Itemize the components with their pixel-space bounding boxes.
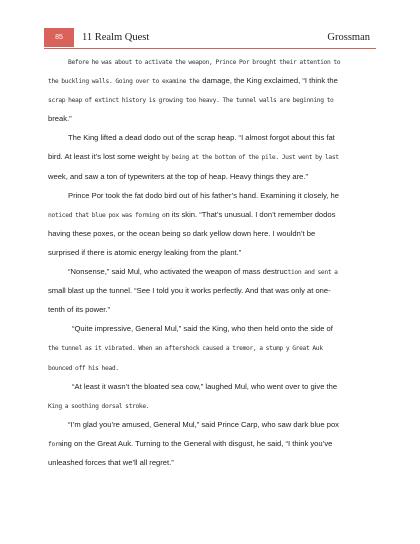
- text-segment: Prince Por took the fat dodo bird out of his father’s hand. Examining it closely, he: [68, 190, 339, 200]
- text-line: [48, 319, 372, 338]
- text-segment: having these poxes, or the ocean being so dark yellow down here. I wouldn’t be: [48, 228, 316, 238]
- text-segment: surprised if there is atomic energy leaking from the plant.”: [48, 247, 242, 257]
- text-line: [48, 205, 372, 224]
- text-segment: “Nonsense,” said Mul, who activated the weapon of mass destruc: [68, 267, 288, 277]
- text-segment: The King lifted a dead dodo out of the scrap heap. “I almost forgot about this fat: [68, 133, 335, 143]
- text-line: [48, 377, 372, 396]
- text-segment: scrap heap of extinct history is growing too heavy. The tunnel walls are beginning to: [48, 97, 334, 105]
- text-line: [48, 300, 372, 319]
- text-line: [48, 109, 372, 128]
- text-segment: tion and sent a: [287, 269, 338, 277]
- text-segment: tenth of its power.”: [48, 305, 111, 315]
- text-line: [48, 415, 372, 434]
- text-line: [48, 243, 372, 262]
- text-line: [48, 358, 372, 377]
- text-segment: n its skin. “That’s unusual. I don’t remember dodos: [165, 209, 336, 219]
- page-number-badge: [44, 28, 74, 47]
- text-line: [48, 224, 372, 243]
- text-segment: noticed that blue pox was forming o: [48, 211, 166, 219]
- text-segment: week, and saw a ton of typewriters at the top of heap. Heavy things they are.”: [48, 171, 309, 181]
- text-segment: ing on the Great Auk. Turning to the General with disgust, he said, “I think you’ve: [61, 438, 333, 448]
- text-line: [48, 167, 372, 186]
- text-line: [48, 434, 372, 453]
- text-segment: “I’m glad you’re amused, General Mul,” said Prince Carp, who saw dark blue pox: [68, 419, 339, 429]
- body-text: [48, 52, 372, 472]
- page-number: 85: [55, 34, 63, 41]
- text-line: [48, 128, 372, 147]
- text-line: [48, 338, 372, 357]
- text-line: [48, 396, 372, 415]
- text-line: [48, 147, 372, 166]
- author-name: Grossman: [327, 32, 370, 43]
- text-line: [48, 186, 372, 205]
- text-segment: “At least it wasn’t the bloated sea cow,” laughed Mul, who went over to give the: [72, 381, 338, 391]
- text-line: [48, 71, 372, 90]
- text-segment: Before he was about to activate the weapon, Prince Por brought their attention to: [68, 59, 341, 66]
- text-line: [48, 281, 372, 300]
- text-line: [48, 453, 372, 472]
- header-divider: [44, 48, 376, 49]
- text-segment: the buckling walls. Going over to examine the: [48, 78, 203, 86]
- book-title: 11 Realm Quest: [82, 32, 150, 43]
- text-segment: form: [48, 440, 62, 448]
- text-segment: bounced off his head.: [48, 364, 119, 372]
- text-line: [48, 262, 372, 281]
- text-segment: King a soothing dorsal stroke.: [48, 402, 150, 410]
- text-segment: bird. At least it’s lost some weight: [48, 152, 162, 162]
- text-segment: by being at the bottom of the pile. Just went by last: [161, 154, 339, 162]
- text-line: [48, 52, 372, 71]
- text-segment: break.”: [48, 114, 72, 124]
- text-segment: “Quite impressive, General Mul,” said the King, who then held onto the side of: [72, 324, 333, 334]
- text-segment: small blast up the tunnel. “See I told you it works perfectly. And that was only at one-: [48, 286, 331, 296]
- text-segment: damage, the King exclaimed, “I think the: [202, 76, 338, 86]
- text-segment: the tunnel as it vibrated. When an aftershock caused a tremor, a stump y Great Auk: [48, 345, 323, 353]
- text-line: [48, 90, 372, 109]
- text-segment: unleashed forces that we’ll all regret.”: [48, 457, 174, 467]
